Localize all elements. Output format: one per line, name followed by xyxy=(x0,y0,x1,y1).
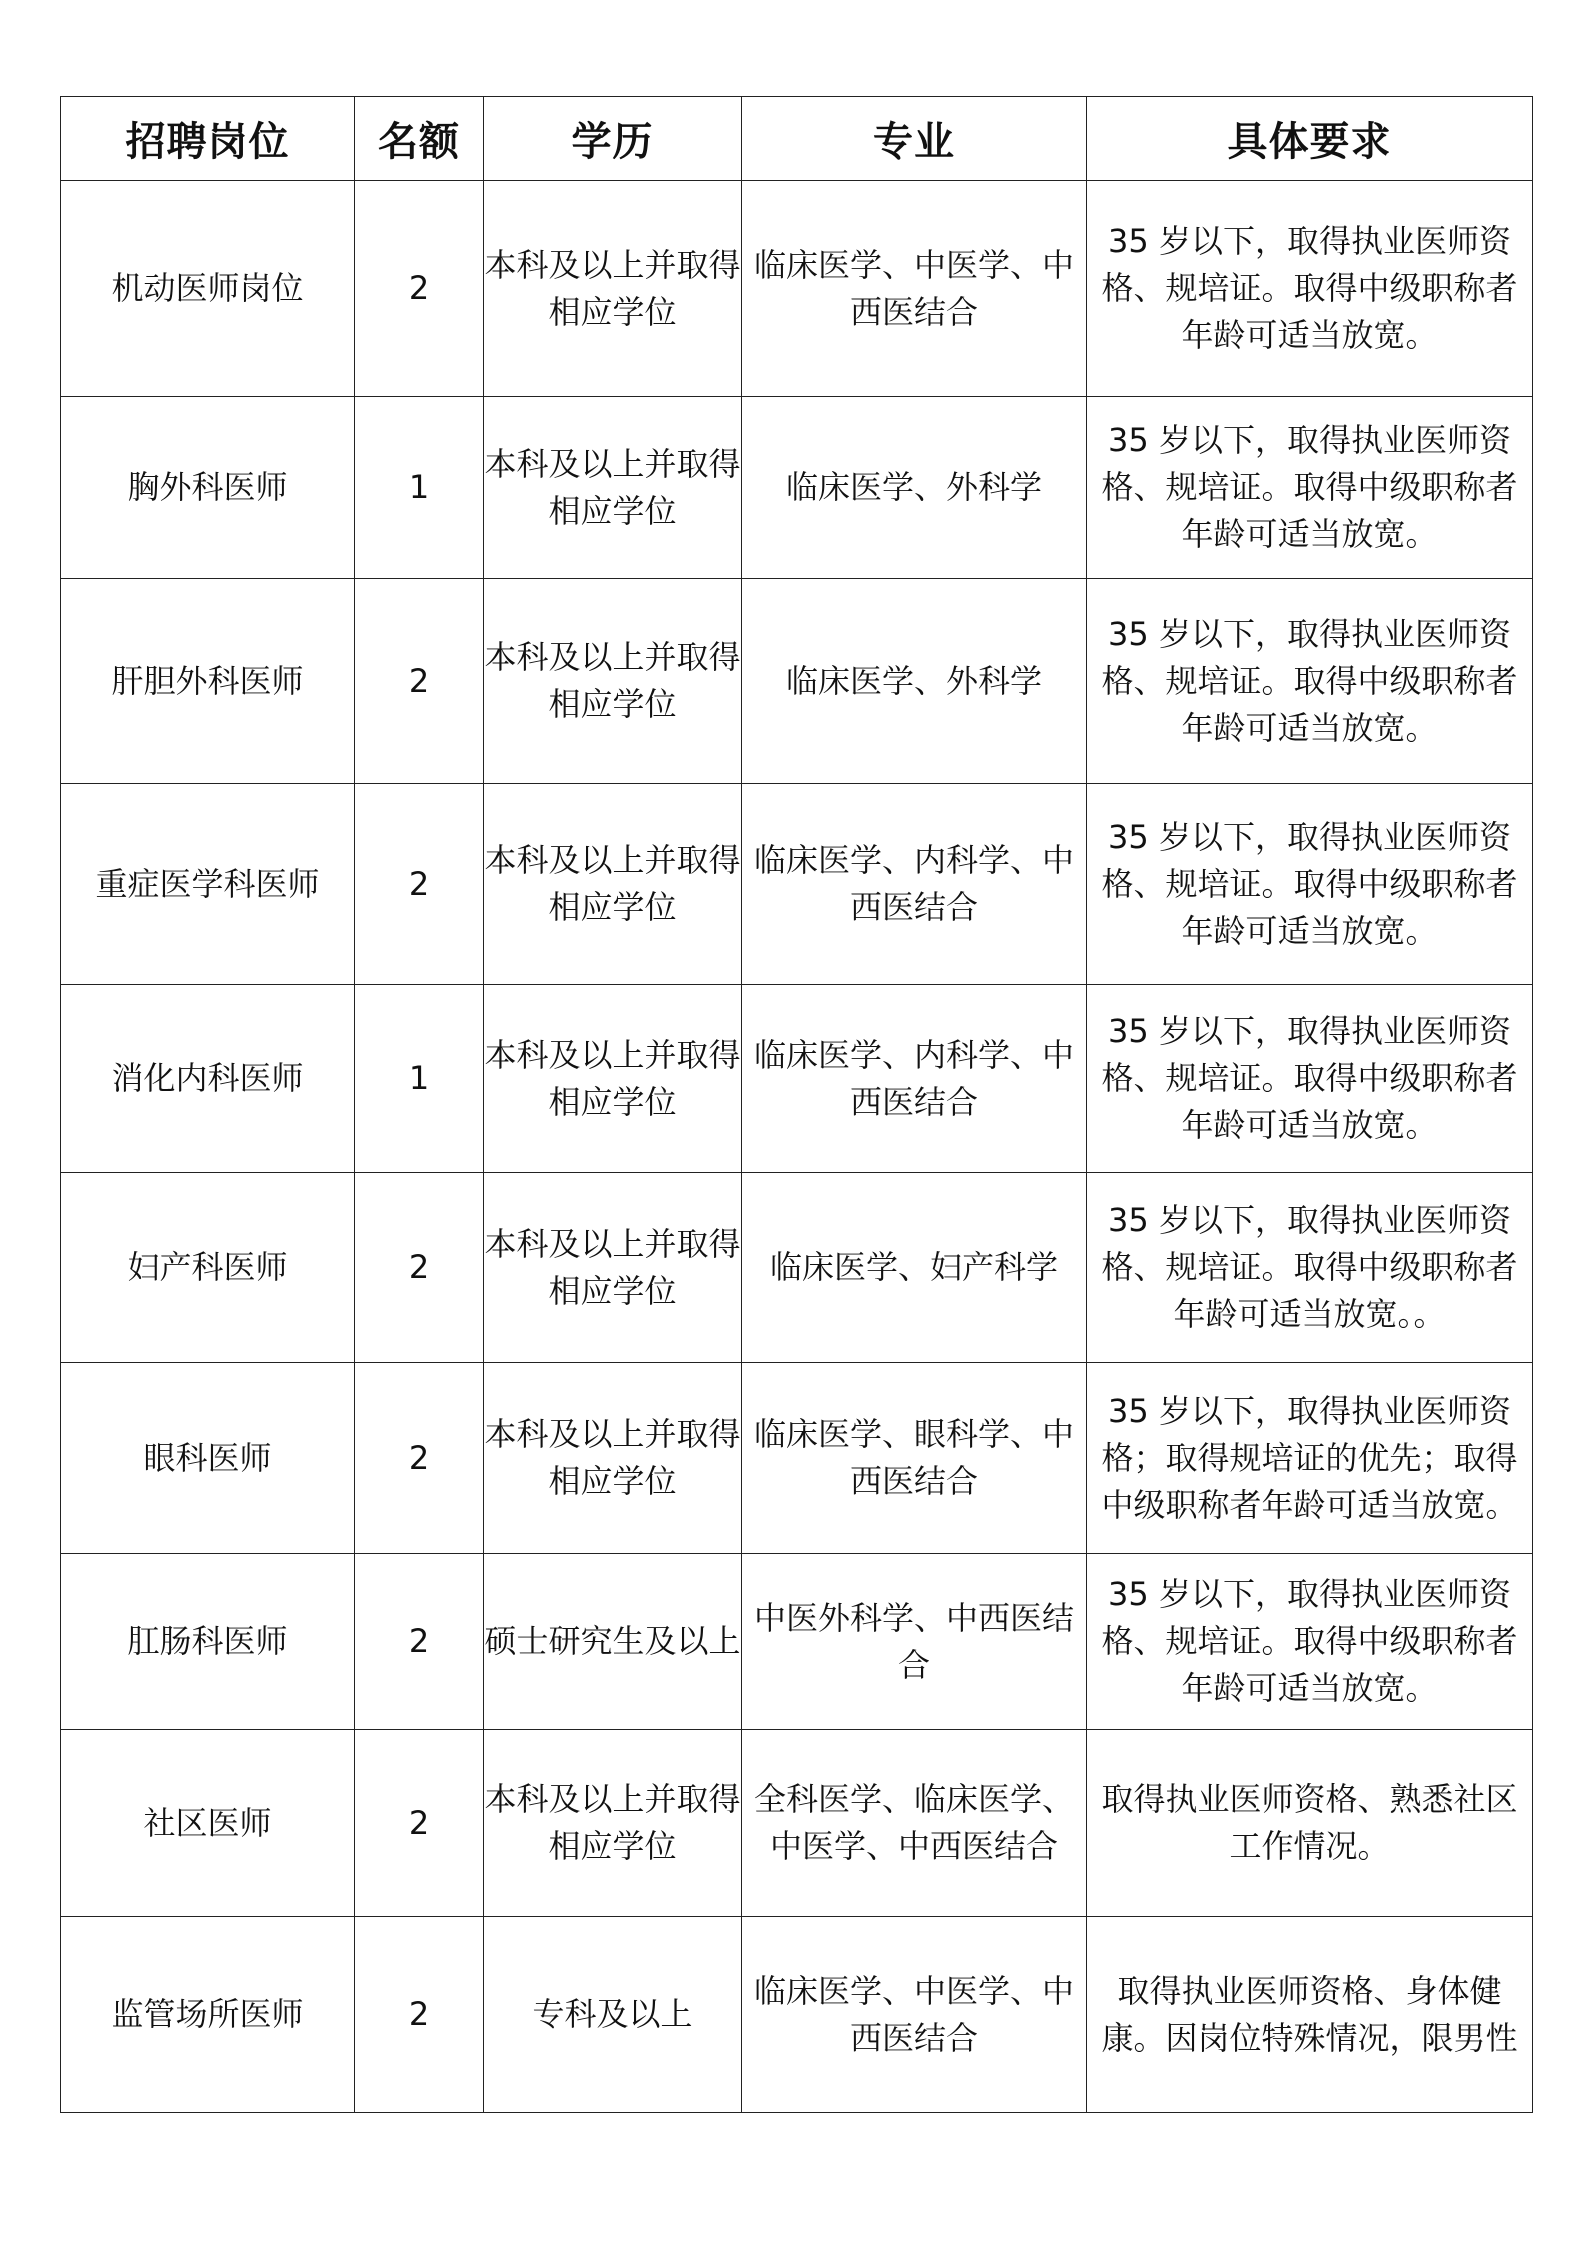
cell-education: 专科及以上 xyxy=(484,1917,742,2113)
table-row xyxy=(61,1730,1533,1917)
cell-count: 2 xyxy=(355,1554,484,1730)
cell-major: 临床医学、妇产科学 xyxy=(742,1173,1087,1363)
cell-position: 重症医学科医师 xyxy=(61,784,355,985)
header-education: 学历 xyxy=(484,97,742,181)
cell-position: 肛肠科医师 xyxy=(61,1554,355,1730)
cell-major: 临床医学、中医学、中西医结合 xyxy=(742,181,1087,397)
cell-requirements: 取得执业医师资格、熟悉社区工作情况。 xyxy=(1087,1730,1533,1917)
table-row xyxy=(61,1363,1533,1554)
cell-position: 机动医师岗位 xyxy=(61,181,355,397)
header-count: 名额 xyxy=(355,97,484,181)
cell-requirements: 35 岁以下，取得执业医师资格、规培证。取得中级职称者年龄可适当放宽。 xyxy=(1087,1554,1533,1730)
cell-requirements: 取得执业医师资格、身体健康。因岗位特殊情况，限男性 xyxy=(1087,1917,1533,2113)
cell-major: 全科医学、临床医学、中医学、中西医结合 xyxy=(742,1730,1087,1917)
recruitment-table xyxy=(60,96,1533,2113)
cell-major: 临床医学、外科学 xyxy=(742,397,1087,579)
cell-requirements: 35 岁以下，取得执业医师资格、规培证。取得中级职称者年龄可适当放宽。 xyxy=(1087,985,1533,1173)
cell-position: 消化内科医师 xyxy=(61,985,355,1173)
cell-position: 肝胆外科医师 xyxy=(61,579,355,784)
cell-requirements: 35 岁以下，取得执业医师资格、规培证。取得中级职称者年龄可适当放宽。 xyxy=(1087,181,1533,397)
cell-count: 1 xyxy=(355,397,484,579)
cell-education: 本科及以上并取得相应学位 xyxy=(484,579,742,784)
cell-education: 本科及以上并取得相应学位 xyxy=(484,784,742,985)
cell-education: 本科及以上并取得相应学位 xyxy=(484,1730,742,1917)
cell-major: 临床医学、中医学、中西医结合 xyxy=(742,1917,1087,2113)
cell-count: 2 xyxy=(355,1917,484,2113)
cell-education: 本科及以上并取得相应学位 xyxy=(484,985,742,1173)
table-row xyxy=(61,784,1533,985)
cell-count: 2 xyxy=(355,181,484,397)
table-row xyxy=(61,1173,1533,1363)
cell-requirements: 35 岁以下，取得执业医师资格、规培证。取得中级职称者年龄可适当放宽。。 xyxy=(1087,1173,1533,1363)
cell-education: 硕士研究生及以上 xyxy=(484,1554,742,1730)
table-row xyxy=(61,579,1533,784)
cell-position: 眼科医师 xyxy=(61,1363,355,1554)
table-row xyxy=(61,397,1533,579)
cell-education: 本科及以上并取得相应学位 xyxy=(484,397,742,579)
cell-count: 2 xyxy=(355,784,484,985)
cell-position: 监管场所医师 xyxy=(61,1917,355,2113)
cell-position: 胸外科医师 xyxy=(61,397,355,579)
table-row xyxy=(61,181,1533,397)
cell-major: 临床医学、眼科学、中西医结合 xyxy=(742,1363,1087,1554)
cell-education: 本科及以上并取得相应学位 xyxy=(484,181,742,397)
cell-count: 2 xyxy=(355,579,484,784)
cell-education: 本科及以上并取得相应学位 xyxy=(484,1173,742,1363)
cell-requirements: 35 岁以下，取得执业医师资格；取得规培证的优先；取得中级职称者年龄可适当放宽。 xyxy=(1087,1363,1533,1554)
cell-major: 中医外科学、中西医结合 xyxy=(742,1554,1087,1730)
table-header-row xyxy=(61,97,1533,181)
header-requirements: 具体要求 xyxy=(1087,97,1533,181)
table-row xyxy=(61,1554,1533,1730)
table-row xyxy=(61,985,1533,1173)
cell-major: 临床医学、内科学、中西医结合 xyxy=(742,784,1087,985)
cell-major: 临床医学、内科学、中西医结合 xyxy=(742,985,1087,1173)
cell-count: 2 xyxy=(355,1730,484,1917)
cell-education: 本科及以上并取得相应学位 xyxy=(484,1363,742,1554)
cell-requirements: 35 岁以下，取得执业医师资格、规培证。取得中级职称者年龄可适当放宽。 xyxy=(1087,579,1533,784)
header-major: 专业 xyxy=(742,97,1087,181)
cell-count: 2 xyxy=(355,1363,484,1554)
cell-requirements: 35 岁以下，取得执业医师资格、规培证。取得中级职称者年龄可适当放宽。 xyxy=(1087,784,1533,985)
cell-count: 2 xyxy=(355,1173,484,1363)
table-row xyxy=(61,1917,1533,2113)
header-position: 招聘岗位 xyxy=(61,97,355,181)
cell-count: 1 xyxy=(355,985,484,1173)
cell-position: 妇产科医师 xyxy=(61,1173,355,1363)
cell-requirements: 35 岁以下，取得执业医师资格、规培证。取得中级职称者年龄可适当放宽。 xyxy=(1087,397,1533,579)
cell-position: 社区医师 xyxy=(61,1730,355,1917)
cell-major: 临床医学、外科学 xyxy=(742,579,1087,784)
